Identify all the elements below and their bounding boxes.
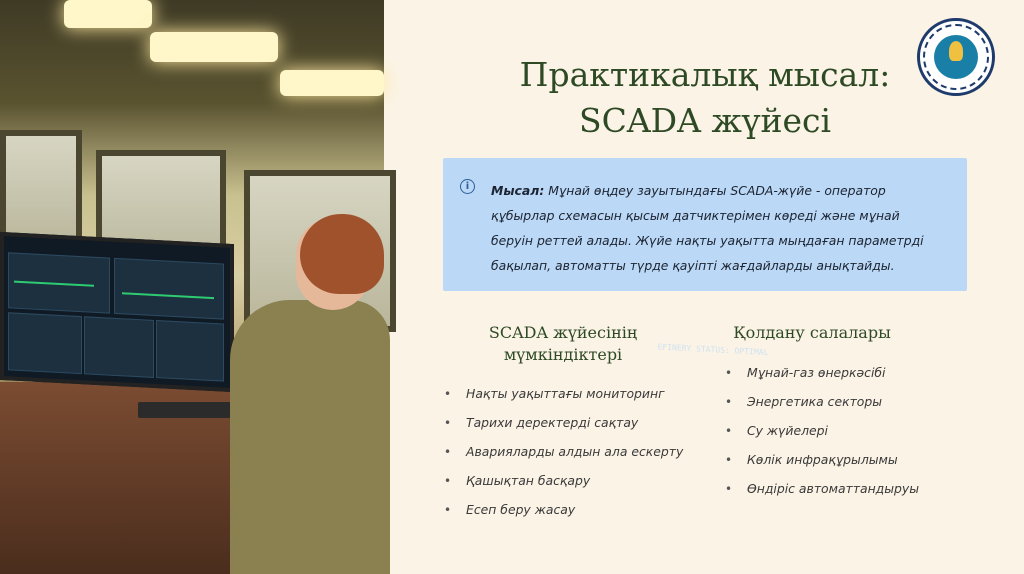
applications-heading: Қолдану салалары: [733, 323, 891, 342]
features-heading: [468, 322, 658, 366]
callout-text: [491, 178, 943, 278]
list-item: • Өндіріс автоматтандыруы: [725, 481, 985, 510]
list-item: • Тарихи деректерді сақтау: [444, 415, 704, 444]
slide-title-line1: Практикалық мысал:: [519, 55, 891, 94]
features-list: [444, 386, 704, 531]
operator-figure: [230, 300, 390, 574]
features-heading-line2: мүмкіндіктері: [503, 345, 623, 364]
slide-title: [460, 52, 950, 144]
example-callout: [443, 158, 967, 291]
list-item: • Мұнай-газ өнеркәсібі: [725, 365, 985, 394]
list-item: • Энергетика секторы: [725, 394, 985, 423]
keyboard: [138, 402, 234, 418]
slide-title-line2: SCADA жүйесі: [578, 101, 832, 140]
list-item: • Нақты уақыттағы мониторинг: [444, 386, 704, 415]
applications-list: [725, 365, 985, 510]
list-item: • Аварияларды алдын ала ескерту: [444, 444, 704, 473]
info-icon: i: [460, 179, 475, 194]
features-heading-line1: SCADA жүйесінің: [488, 323, 638, 342]
callout-lead: Мысал:: [491, 183, 545, 198]
list-item: • Көлік инфрақұрылымы: [725, 452, 985, 481]
list-item: • Есеп беру жасау: [444, 502, 704, 531]
list-item: • Су жүйелері: [725, 423, 985, 452]
callout-body: Мұнай өңдеу зауытындағы SCADA-жүйе - оператор құбырлар схемасын қысым датчиктерімен көреді және мұнай беруін реттей алады. Жүйе нақты уақытта мыңдаған параметрді бақылап, автоматты түрде қауіпті жағдайларды анықтайды.: [491, 183, 924, 273]
torch-icon: [949, 41, 963, 61]
list-item: • Қашықтан басқару: [444, 473, 704, 502]
monitor-status-text: EFINERY STATUS: OPTIMAL: [657, 342, 769, 358]
